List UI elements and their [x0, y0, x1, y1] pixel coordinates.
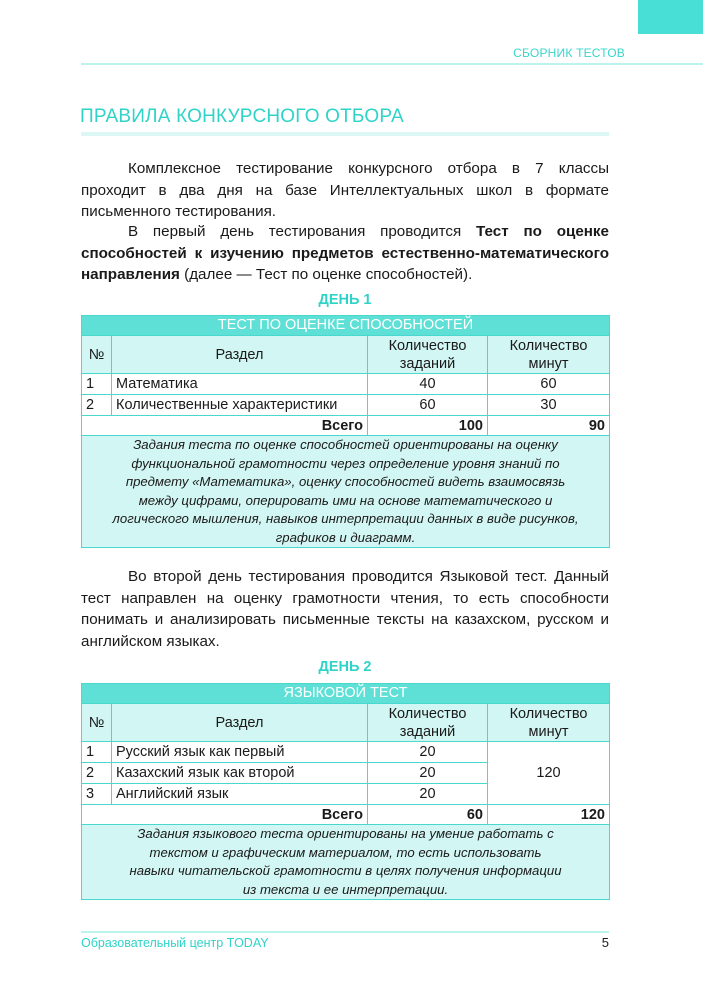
col-header-tasks: Количество заданий — [368, 336, 488, 374]
col-header-minutes: Количество минут — [488, 704, 610, 742]
corner-accent-tab — [638, 0, 703, 34]
table-row: 1 Русский язык как первый 20 120 — [82, 742, 610, 763]
footer-divider — [81, 931, 609, 933]
day1-table-title: ТЕСТ ПО ОЦЕНКЕ СПОСОБНОСТЕЙ — [82, 316, 610, 336]
day2-table-title: ЯЗЫКОВОЙ ТЕСТ — [82, 684, 610, 704]
col-header-section: Раздел — [112, 336, 368, 374]
day2-note: Задания языкового теста ориентированы на умение работать с текстом и графическим материалом, то есть использовать навыки читательской грамотности в целях получения информации из текста и ее интерпретации. — [82, 825, 610, 900]
table-row: 2 Казахский язык как второй 20 — [82, 763, 610, 784]
table-row: 1 Математика 40 60 — [82, 374, 610, 395]
table-row: 2 Количественные характеристики 60 30 — [82, 395, 610, 416]
page-number: 5 — [601, 935, 609, 950]
page-title: ПРАВИЛА КОНКУРСНОГО ОТБОРА — [80, 106, 404, 127]
intro-paragraph-2: В первый день тестирования проводится Тест по оценке способностей к изучению предметов естественно-математического направления (далее — Тест по оценке способностей). — [81, 223, 609, 283]
test-name-bold: Тест по оценке способностей к изучению предметов естественно-математического направления — [81, 223, 609, 283]
col-header-minutes: Количество минут — [488, 336, 610, 374]
total-row: Всего 100 90 — [82, 416, 610, 436]
title-underline — [81, 132, 609, 136]
running-header: СБОРНИК ТЕСТОВ — [513, 46, 625, 60]
day1-note: Задания теста по оценке способностей ориентированы на оценку функциональной грамотности через определение уровня знаний по предмету «Математика», оценку способностей видеть взаимосвязь между цифрами, оперировать ими на основе математического и логического мышления, навыков интерпретации данных в виде рисунков, графиков и диаграмм. — [82, 436, 610, 548]
day1-table — [81, 315, 610, 548]
total-row: Всего 60 120 — [82, 805, 610, 825]
merged-minutes: 120 — [488, 742, 610, 805]
col-header-num: № — [82, 336, 112, 374]
col-header-num: № — [82, 704, 112, 742]
header-divider — [81, 63, 703, 65]
day2-heading: ДЕНЬ 2 — [318, 659, 372, 675]
day2-table — [81, 683, 610, 900]
table-row: 3 Английский язык 20 — [82, 784, 610, 805]
col-header-section: Раздел — [112, 704, 368, 742]
middle-paragraph: Во второй день тестирования проводится Языковой тест. Данный тест направлен на оценку грамотности чтения, то есть способности понимать и анализировать письменные тексты на казахском, русском и английском языках. — [81, 568, 609, 650]
intro-paragraph-1: Комплексное тестирование конкурсного отбора в 7 классы проходит в два дня на базе Интеллектуальных школ в формате письменного тестирования. — [81, 160, 609, 220]
footer-publisher: Образовательный центр TODAY — [81, 936, 269, 950]
col-header-tasks: Количество заданий — [368, 704, 488, 742]
day1-heading: ДЕНЬ 1 — [318, 292, 372, 308]
